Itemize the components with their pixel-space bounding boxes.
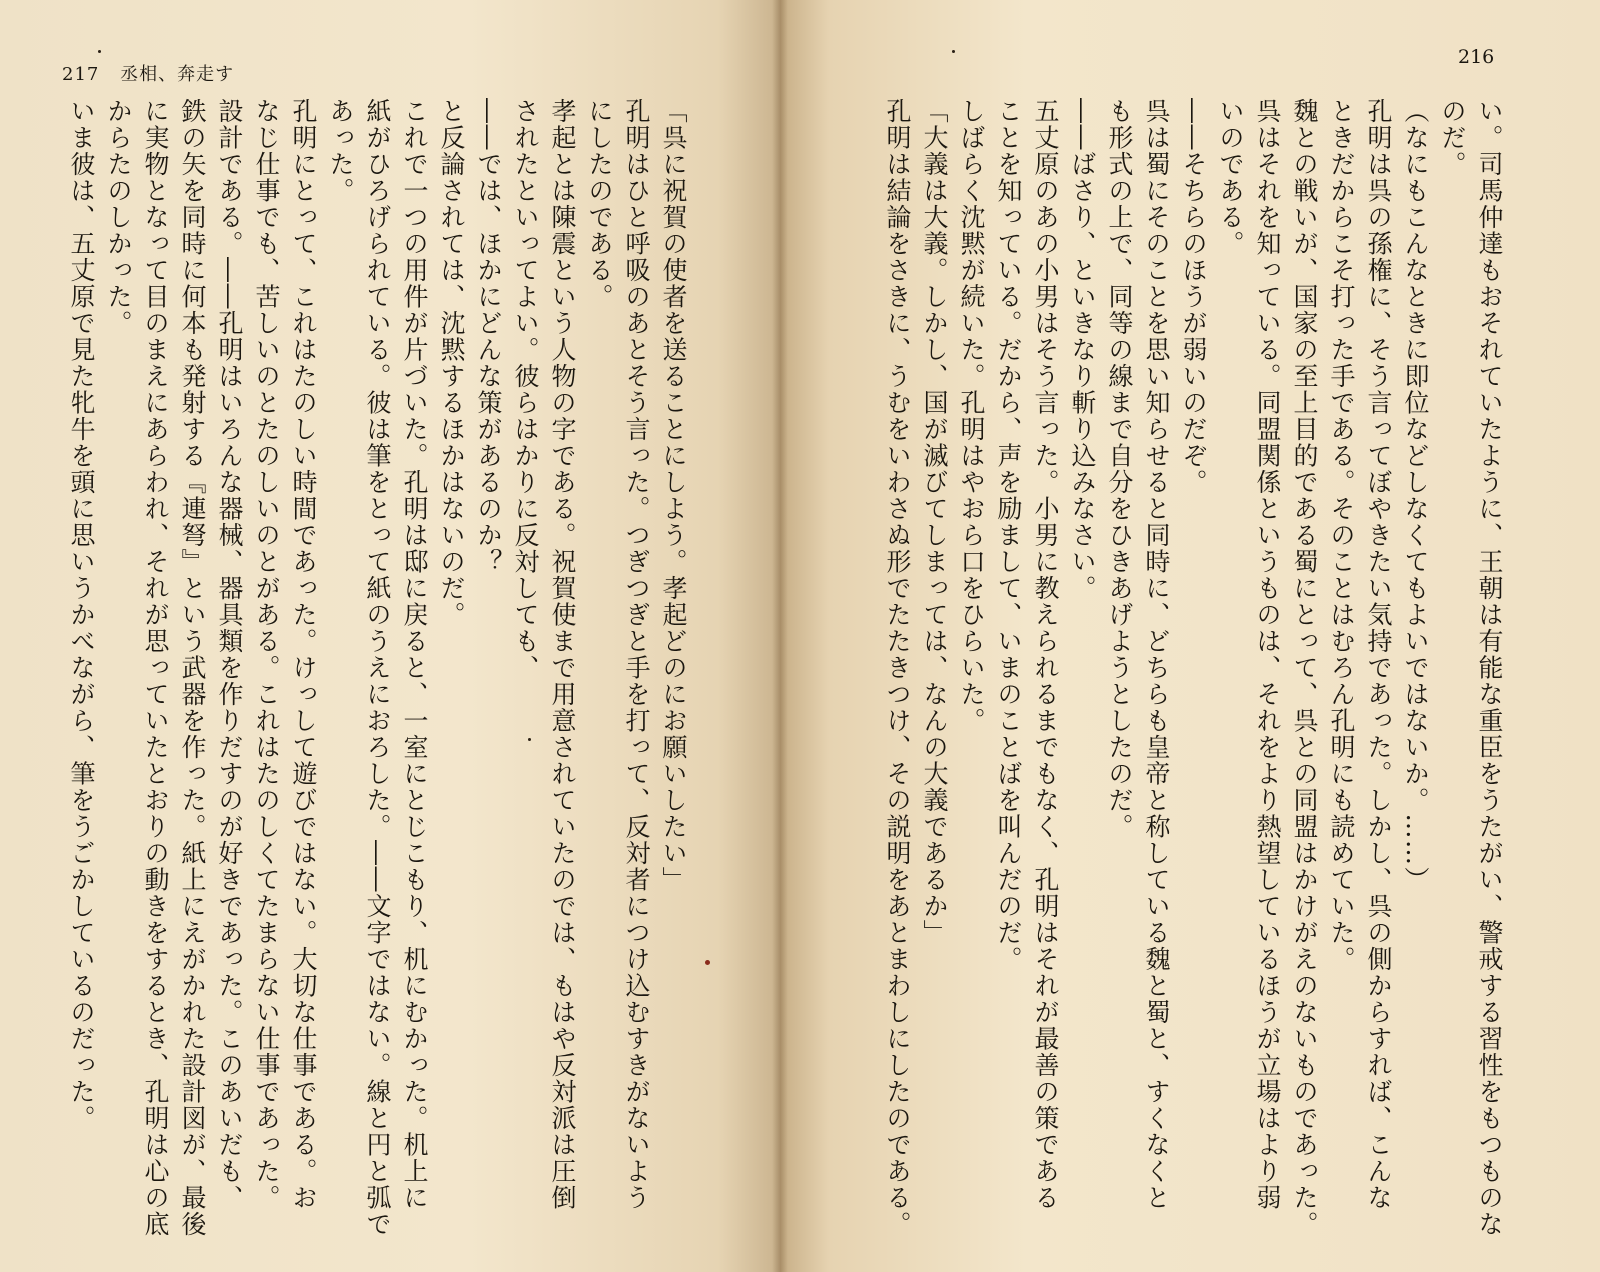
text-column: なじ仕事でも、苦しいのとたのしいのとがある。これはたのしくてたまらない仕事であった。: [252, 98, 281, 1211]
ink-speck: [952, 50, 955, 53]
left-page-body: [63, 98, 692, 1248]
text-column: 呉はそれを知っている。同盟関係というものは、それをより熱望しているほうが立場はより弱: [1253, 98, 1282, 1211]
left-page: [0, 0, 780, 1272]
text-column: ――では、ほかにどんな策があるのか？: [474, 98, 503, 575]
text-column: 紙がひろげられている。彼は筆をとって紙のうえにおろした。――文字ではない。線と円と弧で: [363, 98, 392, 1238]
right-page-body: [879, 98, 1508, 1248]
text-column: 設計である。――孔明はいろんな器械、器具類を作りだすのが好きであった。このあいだも、: [215, 98, 244, 1211]
text-column: ことを知っている。だから、声を励まして、いまのことばを叫んだのだ。: [994, 98, 1023, 973]
left-page-number: 217: [62, 64, 100, 85]
text-column: これで一つの用件が片づいた。孔明は邸に戻ると、一室にとじこもり、机にむかった。机上に: [400, 98, 429, 1211]
text-column: （なにもこんなときに即位などしなくてもよいではないか。……）: [1401, 98, 1430, 893]
text-column: と反論されては、沈黙するほかはないのだ。: [437, 98, 466, 628]
text-column: いのである。: [1216, 98, 1245, 257]
text-column: のだ。: [1438, 98, 1467, 178]
text-column: 孔明は結論をさきに、うむをいわさぬ形でたたきつけ、その説明をあとまわしにしたのである。: [883, 98, 912, 1238]
ink-speck: [98, 50, 101, 53]
text-column: あった。: [326, 98, 355, 204]
text-column: ――そちらのほうが弱いのだぞ。: [1179, 98, 1208, 496]
text-column: にしたのである。: [585, 98, 614, 310]
text-column: 孔明は呉の孫権に、そう言ってぼやきたい気持であった。しかし、呉の側からすれば、こんな: [1364, 98, 1393, 1211]
text-column: 「呉に祝賀の使者を送ることにしよう。孝起どのにお願いしたい」: [659, 98, 688, 893]
text-column: 「大義は大義。しかし、国が滅びてしまっては、なんの大義であるか」: [920, 98, 949, 946]
text-column: されたといってよい。彼らはかりに反対しても、: [511, 98, 540, 681]
text-column: 孝起とは陳震という人物の字である。祝賀使まで用意されていたのでは、もはや反対派は圧倒: [548, 98, 577, 1211]
text-column: 鉄の矢を同時に何本も発射する『連弩』という武器を作った。紙上にえがかれた設計図が、最後: [178, 98, 207, 1238]
text-column: からたのしかった。: [104, 98, 133, 337]
book-gutter: [772, 0, 788, 1272]
left-page-header: [62, 60, 234, 86]
text-column: ――ばさり、といきなり斬り込みなさい。: [1068, 98, 1097, 602]
ink-speck: [528, 738, 531, 741]
ink-speck: [705, 960, 710, 965]
text-column: いま彼は、五丈原で見た牝牛を頭に思いうかべながら、筆をうごかしているのだった。: [67, 98, 96, 1132]
text-column: い。司馬仲達もおそれていたように、王朝は有能な重臣をうたがい、警戒する習性をもつものな: [1475, 98, 1504, 1238]
right-page-number: 216: [1458, 46, 1495, 68]
text-column: も形式の上で、同等の線まで自分をひきあげようとしたのだ。: [1105, 98, 1134, 840]
text-column: 孔明にとって、これはたのしい時間であった。けっして遊びではない。大切な仕事である。お: [289, 98, 318, 1211]
text-column: 魏との戦いが、国家の至上目的である蜀にとって、呉との同盟はかけがえのないものであった。: [1290, 98, 1319, 1238]
text-column: 孔明はひと呼吸のあとそう言った。つぎつぎと手を打って、反対者につけ込むすきがないよう: [622, 98, 651, 1211]
text-column: ときだからこそ打った手である。そのことはむろん孔明にも読めていた。: [1327, 98, 1356, 973]
running-title: 丞相、奔走す: [120, 64, 235, 85]
text-column: 五丈原のあの小男はそう言った。小男に教えられるまでもなく、孔明はそれが最善の策である: [1031, 98, 1060, 1211]
text-column: に実物となって目のまえにあらわれ、それが思っていたとおりの動きをするとき、孔明は心の底: [141, 98, 170, 1238]
text-column: しばらく沈黙が続いた。孔明はやおら口をひらいた。: [957, 98, 986, 734]
text-column: 呉は蜀にそのことを思い知らせると同時に、どちらも皇帝と称している魏と蜀と、すくなくと: [1142, 98, 1171, 1211]
